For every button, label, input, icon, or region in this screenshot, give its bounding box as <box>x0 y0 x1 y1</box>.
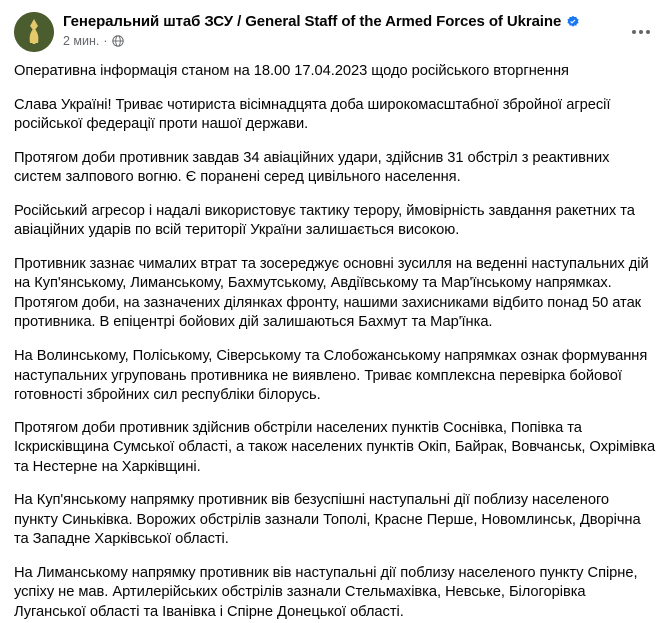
page-name-row <box>63 13 657 31</box>
globe-icon[interactable] <box>112 35 124 47</box>
more-options-icon[interactable] <box>625 16 657 48</box>
more-options-dots <box>632 30 650 34</box>
meta-separator-dot: · <box>103 33 108 48</box>
post-header-text <box>63 12 657 48</box>
post-paragraph: На Лиманському напрямку противник вів наступальні дії поблизу населеного пункту Спірне, успіху не мав. Артилерійських обстрілів зазнали Стельмахівка, Невське, Білогорівка Луганської області та Іванівка і Спірне Донецької області. <box>14 564 642 621</box>
post-body <box>14 62 660 623</box>
post-paragraph: Протягом доби противник завдав 34 авіаційних удари, здійснив 31 обстріл з реактивних систем залпового вогню. Є поранені серед цивільного населення. <box>14 149 614 186</box>
post-timestamp[interactable]: 2 мин. <box>63 34 100 48</box>
post-header <box>14 12 657 52</box>
post-paragraph: Противник зазнає чималих втрат та зосереджує основні зусилля на веденні наступальних дій на Куп'янському, Лиманському, Бахмутському, Авдіївському та Мар'їнському напрямках. Протягом доби, на зазначених ділянках фронту, нашими захисниками відбито понад 50 атак противника. В епіцентрі бойових дій залишаються Бахмут та Мар'їнка. <box>14 255 653 331</box>
post-meta <box>63 34 657 48</box>
post-paragraph: Оперативна інформація станом на 18.00 17.04.2023 щодо російського вторгнення <box>14 63 569 79</box>
post-paragraph: Протягом доби противник здійснив обстріли населених пунктів Соснівка, Попівка та Іскрисківщина Сумської області, а також населених пунктів Окіп, Байрак, Вовчанськ, Охрімівка та Нестерне на Харківщині. <box>14 419 660 475</box>
post-paragraph: На Куп'янському напрямку противник вів безуспішні наступальні дії поблизу населеного пункту Синьківка. Ворожих обстрілів зазнали Тополі, Красне Перше, Новомлинськ, Дворічна та Западне Харківської області. <box>14 492 645 548</box>
post-paragraph: На Волинському, Поліському, Сіверському та Слобожанському напрямках ознак формування наступальних угруповань противника не виявлено. Триває комплексна перевірка бойової готовності збройних сил республіки білорусь. <box>14 348 652 404</box>
post-paragraph: Слава Україні! Триває чотириста вісімнадцята доба широкомасштабної збройної агресії російської федерації проти нашої держави. <box>14 96 615 133</box>
avatar[interactable] <box>14 12 54 52</box>
post-paragraph: Російський агресор і надалі використовує тактику терору, ймовірність завдання ракетних та авіаційних ударів по всій території України залишається високою. <box>14 202 639 239</box>
verified-badge-icon <box>566 15 580 29</box>
page-name[interactable]: Генеральний штаб ЗСУ / General Staff of the Armed Forces of Ukraine <box>63 13 562 30</box>
